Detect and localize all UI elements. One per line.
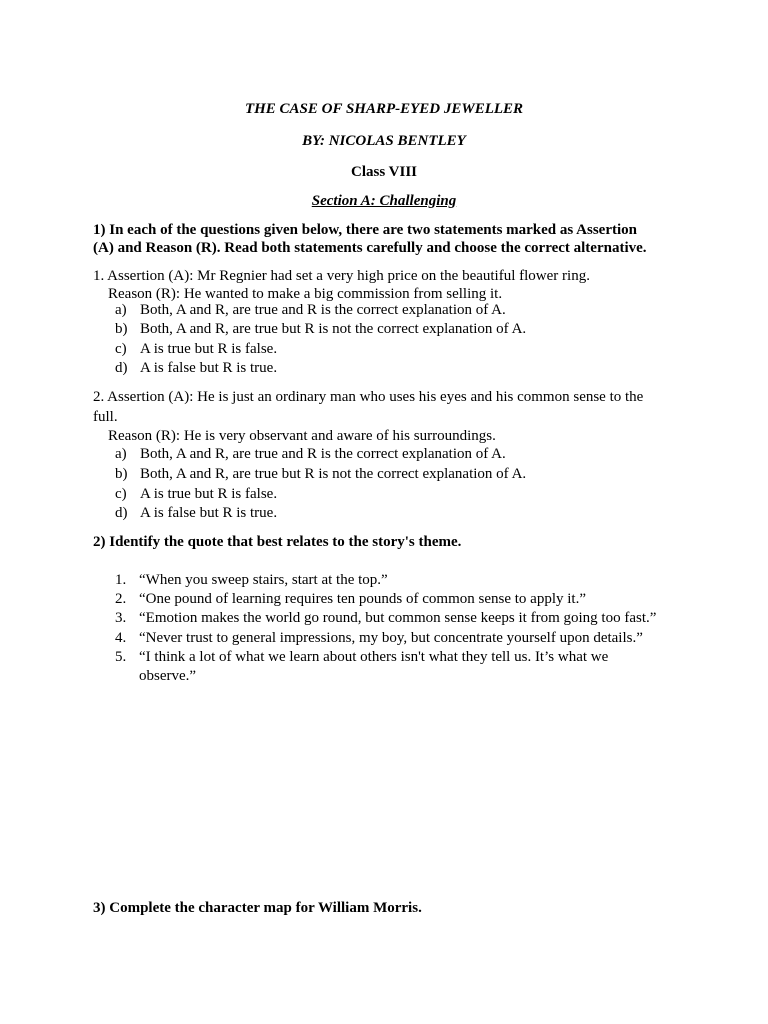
section-heading-text: Section A: Challenging — [311, 193, 457, 209]
option-text: Both, A and R, are true but R is not the correct explanation of A. — [140, 466, 527, 482]
q1-heading-line2: (A) and Reason (R). Read both statements carefully and choose the correct alternative. — [93, 240, 647, 256]
option-letter: a) — [115, 302, 127, 318]
document-title: THE CASE OF SHARP-EYED JEWELLER — [244, 101, 524, 117]
section-heading — [0, 193, 768, 210]
list-number: 4. — [115, 630, 127, 646]
quote-text: “Never trust to general impressions, my boy, but concentrate yourself upon details.” — [139, 630, 643, 646]
option-text: A is true but R is false. — [140, 341, 278, 357]
option-letter: b) — [115, 466, 128, 482]
option-text: Both, A and R, are true and R is the correct explanation of A. — [140, 446, 506, 462]
option-letter: a) — [115, 446, 127, 462]
q1-item1-assertion: 1. Assertion (A): Mr Regnier had set a very high price on the beautiful flower ring. — [93, 268, 590, 284]
q1-item1-options — [0, 302, 768, 382]
list-number: 5. — [115, 649, 127, 665]
option-letter: b) — [115, 321, 128, 337]
option-letter: c) — [115, 486, 127, 502]
option-text: Both, A and R, are true and R is the correct explanation of A. — [140, 302, 506, 318]
q2-quote-list — [0, 572, 768, 692]
q3-heading: 3) Complete the character map for William Morris. — [93, 900, 422, 916]
q1-item1-reason: Reason (R): He wanted to make a big commission from selling it. — [108, 286, 503, 302]
option-letter: d) — [115, 505, 128, 521]
list-number: 3. — [115, 610, 127, 626]
author-line: BY: NICOLAS BENTLEY — [302, 133, 466, 149]
q2-heading: 2) Identify the quote that best relates to the story's theme. — [93, 534, 462, 550]
q1-item2-options — [0, 446, 768, 526]
option-letter: c) — [115, 341, 127, 357]
option-text: A is false but R is true. — [140, 360, 278, 376]
quote-text: “Emotion makes the world go round, but common sense keeps it from going too fast.” — [139, 610, 657, 626]
q1-item2-reason: Reason (R): He is very observant and aware of his surroundings. — [108, 428, 496, 444]
q1-item2-assertion-line2: full. — [93, 409, 118, 425]
option-text: Both, A and R, are true but R is not the correct explanation of A. — [140, 321, 527, 337]
quote-text: “One pound of learning requires ten pounds of common sense to apply it.” — [139, 591, 586, 607]
quote-text: “When you sweep stairs, start at the top.” — [139, 572, 388, 588]
quote-text-continuation: observe.” — [139, 668, 197, 684]
q1-item2-assertion-line1: 2. Assertion (A): He is just an ordinary man who uses his eyes and his common sense to the — [93, 389, 644, 405]
option-text: A is true but R is false. — [140, 486, 278, 502]
q1-heading-line1: 1) In each of the questions given below, there are two statements marked as Assertion — [93, 222, 637, 238]
class-line: Class VIII — [351, 164, 417, 180]
list-number: 2. — [115, 591, 127, 607]
option-letter: d) — [115, 360, 128, 376]
quote-text: “I think a lot of what we learn about others isn't what they tell us. It’s what we — [139, 649, 609, 665]
list-number: 1. — [115, 572, 127, 588]
option-text: A is false but R is true. — [140, 505, 278, 521]
